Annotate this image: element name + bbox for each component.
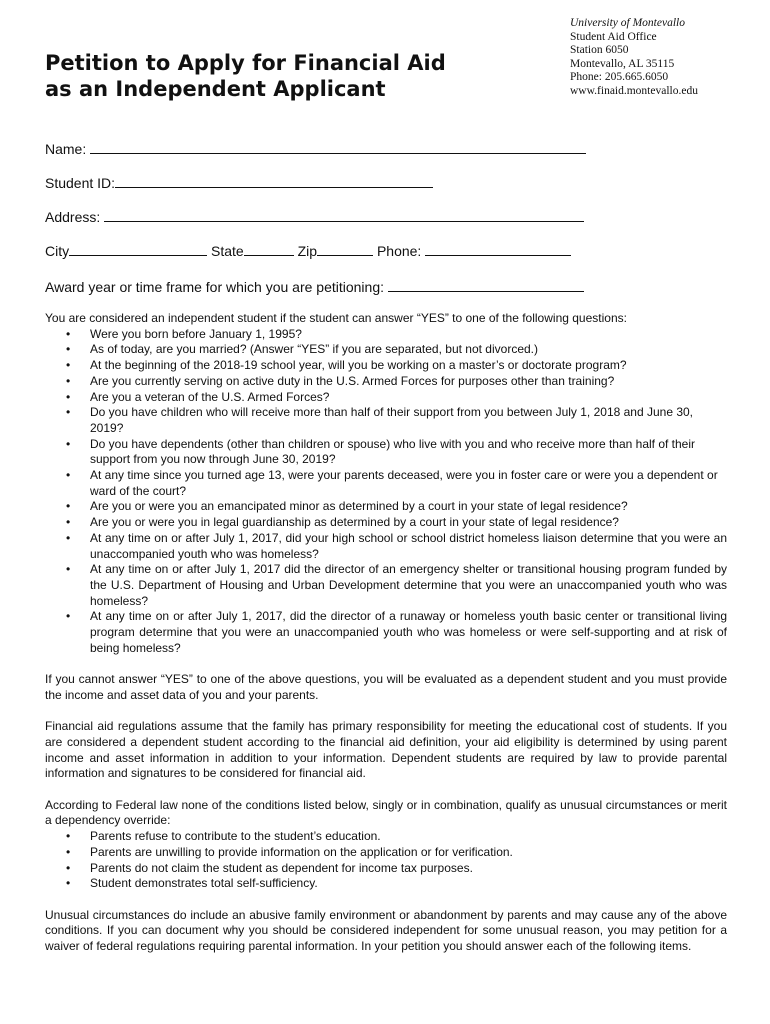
independence-questions-list xyxy=(45,327,727,657)
question-item: • Do you have children who will receive more than half of their support from you between July 1, 2018 and June 30, 2019? xyxy=(90,405,727,436)
document-body xyxy=(45,311,727,955)
award-year-label: Award year or time frame for which you are petitioning: xyxy=(45,279,385,295)
state-label: State xyxy=(211,243,244,259)
question-item: • At any time since you turned age 13, were your parents deceased, were you in foster care or were you a dependent or ward of the court? xyxy=(90,468,727,499)
condition-item: • Parents do not claim the student as dependent for income tax purposes. xyxy=(90,861,727,877)
student-id-input-line[interactable] xyxy=(115,173,433,188)
page-title-line-2: as an Independent Applicant xyxy=(45,77,386,101)
city-input-line[interactable] xyxy=(69,241,207,256)
name-field-row xyxy=(45,139,586,157)
zip-label: Zip xyxy=(297,243,318,259)
address-label: Address: xyxy=(45,209,101,225)
office-website: www.finaid.montevallo.edu xyxy=(570,84,698,97)
student-id-label: Student ID: xyxy=(45,175,116,191)
zip-input-line[interactable] xyxy=(317,241,373,256)
name-label: Name: xyxy=(45,141,87,157)
condition-item: • Parents refuse to contribute to the student’s education. xyxy=(90,829,727,845)
award-year-field-row xyxy=(45,277,584,295)
question-item: • At any time on or after July 1, 2017, did your high school or school district homeless liaison determine that you were an unaccompanied youth who was homeless? xyxy=(90,531,727,562)
question-item: • As of today, are you married? (Answer “YES” if you are separated, but not divorced.) xyxy=(90,342,727,358)
question-item: • At the beginning of the 2018-19 school year, will you be working on a master’s or doctorate program? xyxy=(90,358,727,374)
city-label: City xyxy=(45,243,70,259)
question-item: • At any time on or after July 1, 2017, did the director of a runaway or homeless youth basic center or transitional living program determine that you were an unaccompanied youth who was homeless or were self-supporting and at risk of being homeless? xyxy=(90,609,727,656)
office-station: Station 6050 xyxy=(570,44,629,56)
address-field-row xyxy=(45,207,584,225)
office-city: Montevallo, AL 35115 xyxy=(570,57,675,70)
phone-label: Phone: xyxy=(376,243,422,259)
question-item: • Are you a veteran of the U.S. Armed Forces? xyxy=(90,390,727,406)
page-title xyxy=(45,50,515,102)
intro-paragraph: You are considered an independent student if the student can answer “YES” to one of the following questions: xyxy=(45,311,627,325)
question-item: • Were you born before January 1, 1995? xyxy=(90,327,727,343)
question-item: • Are you or were you in legal guardianship as determined by a court in your state of legal residence? xyxy=(90,515,727,531)
page-title-line-1: Petition to Apply for Financial Aid xyxy=(45,51,446,75)
condition-item: • Parents are unwilling to provide information on the application or for verification. xyxy=(90,845,727,861)
office-address-block xyxy=(570,17,765,98)
city-state-zip-phone-row xyxy=(45,241,571,259)
state-input-line[interactable] xyxy=(244,241,294,256)
name-input-line[interactable] xyxy=(90,139,586,154)
question-item: • Are you currently serving on active duty in the U.S. Armed Forces for purposes other than training? xyxy=(90,374,727,390)
award-year-input-line[interactable] xyxy=(388,277,584,292)
student-id-field-row xyxy=(45,173,433,191)
phone-input-line[interactable] xyxy=(425,241,571,256)
address-input-line[interactable] xyxy=(104,207,584,222)
dependent-paragraph: If you cannot answer “YES” to one of the above questions, you will be evaluated as a dependent student and you must provide the income and asset data of you and your parents. xyxy=(45,672,727,702)
university-name: University of Montevallo xyxy=(570,17,685,29)
conditions-list xyxy=(45,829,727,892)
regulations-paragraph: Financial aid regulations assume that the family has primary responsibility for meeting the educational cost of students. If you are considered a dependent student according to the financial aid definition, your aid eligibility is determined by using parent income and asset information in addition to your information. Dependent students are required by law to provide parental information and signatures to be considered for financial aid. xyxy=(45,719,727,781)
federal-law-paragraph: According to Federal law none of the conditions listed below, singly or in combination, qualify as unusual circumstances or merit a dependency override: xyxy=(45,797,727,828)
unusual-circumstances-paragraph: Unusual circumstances do include an abusive family environment or abandonment by parents and may cause any of the above conditions. If you can document why you should be considered independent for some unusual reason, you may petition for a waiver of federal regulations requiring parental information. In your petition you should answer each of the following items. xyxy=(45,907,727,954)
office-phone: Phone: 205.665.6050 xyxy=(570,71,669,83)
condition-item: • Student demonstrates total self-sufficiency. xyxy=(90,876,727,892)
question-item: • Do you have dependents (other than children or spouse) who live with you and who receive more than half of their support from you now through June 30, 2019? xyxy=(90,437,727,468)
question-item: • Are you or were you an emancipated minor as determined by a court in your state of legal residence? xyxy=(90,499,727,515)
question-item: • At any time on or after July 1, 2017 did the director of an emergency shelter or transitional housing program funded by the U.S. Department of Housing and Urban Development determine that you were an unaccompanied youth who was homeless? xyxy=(90,562,727,609)
office-name: Student Aid Office xyxy=(570,30,657,43)
